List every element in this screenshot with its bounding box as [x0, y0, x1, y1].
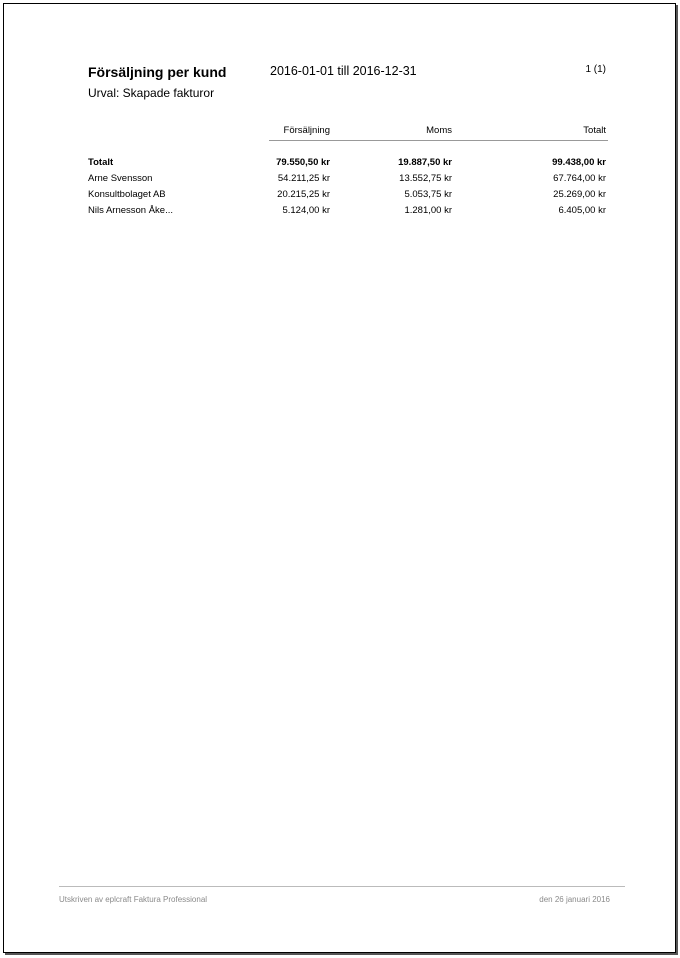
- footer-printed-by: Utskriven av eplcraft Faktura Professional: [59, 895, 208, 904]
- row-customer: Arne Svensson: [88, 173, 153, 184]
- report-title: Försäljning per kund: [88, 64, 227, 80]
- row-vat: 19.887,50 kr: [398, 157, 452, 168]
- report-subtitle: Urval: Skapade fakturor: [88, 86, 215, 100]
- table-row: [4, 205, 675, 219]
- row-sales: 79.550,50 kr: [276, 157, 330, 168]
- row-customer: Konsultbolaget AB: [88, 189, 166, 200]
- row-vat: 5.053,75 kr: [404, 189, 452, 200]
- table-row: [4, 189, 675, 203]
- page-number: 1 (1): [585, 64, 606, 75]
- row-customer: Totalt: [88, 157, 114, 168]
- row-total: 6.405,00 kr: [558, 205, 606, 216]
- row-sales: 5.124,00 kr: [282, 205, 330, 216]
- row-vat: 13.552,75 kr: [399, 173, 452, 184]
- column-header-sales: Försäljning: [283, 125, 330, 136]
- column-header-total: Totalt: [583, 125, 606, 136]
- table-row: [4, 173, 675, 187]
- row-total: 67.764,00 kr: [553, 173, 606, 184]
- row-vat: 1.281,00 kr: [404, 205, 452, 216]
- footer-divider: [59, 886, 625, 887]
- row-sales: 54.211,25 kr: [277, 173, 330, 184]
- footer-date: den 26 januari 2016: [539, 895, 610, 904]
- table-row-total: [4, 157, 675, 171]
- row-total: 99.438,00 kr: [552, 157, 606, 168]
- report-page: [3, 3, 676, 953]
- row-customer: Nils Arnesson Åke...: [88, 205, 174, 216]
- report-period: 2016-01-01 till 2016-12-31: [270, 64, 417, 78]
- row-total: 25.269,00 kr: [553, 189, 606, 200]
- row-sales: 20.215,25 kr: [277, 189, 330, 200]
- column-header-vat: Moms: [426, 125, 452, 136]
- header-divider: [269, 140, 608, 141]
